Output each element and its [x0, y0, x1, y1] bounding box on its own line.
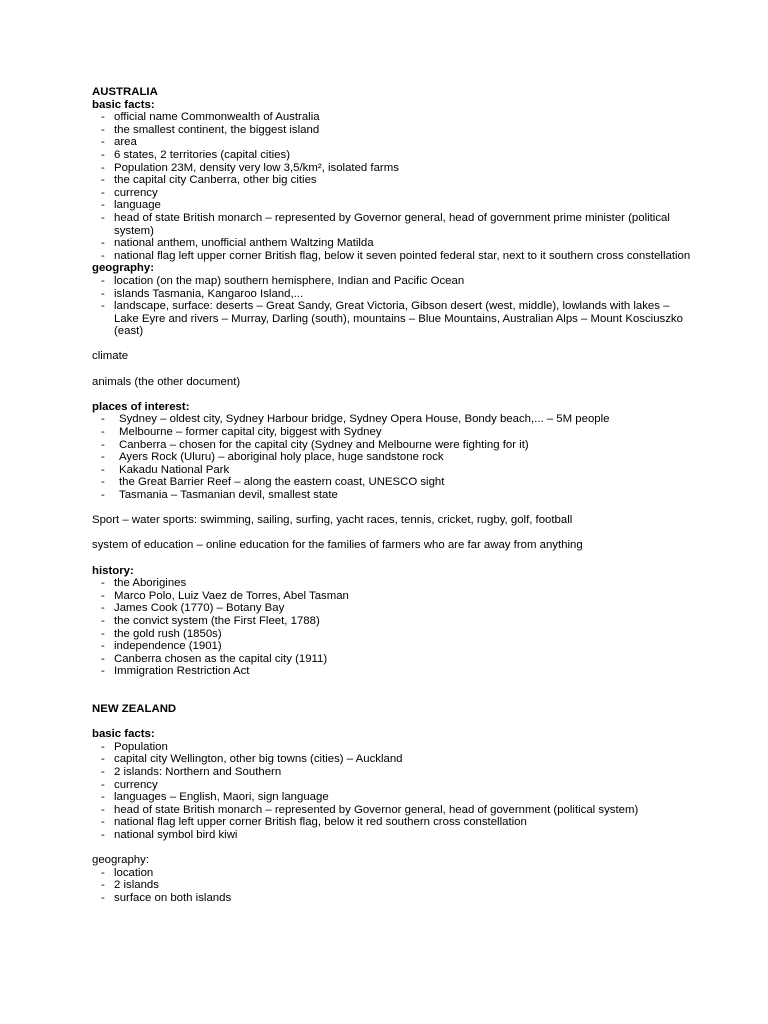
australia-places-list [92, 413, 692, 501]
list-item: - Population [114, 741, 692, 754]
list-item: - 2 islands [114, 879, 692, 892]
list-item: - Melbourne – former capital city, biggest with Sydney [114, 426, 692, 439]
australia-title: AUSTRALIA [92, 86, 158, 98]
new-zealand-basic-facts-heading: basic facts: [92, 728, 155, 741]
list-item: - the smallest continent, the biggest island [114, 124, 692, 137]
list-item: - Kakadu National Park [114, 464, 692, 477]
list-item: - location [114, 867, 692, 880]
list-item: - islands Tasmania, Kangaroo Island,... [114, 288, 692, 301]
australia-history-heading: history: [92, 564, 134, 577]
australia-basic-facts-list [92, 111, 692, 262]
australia-places-heading: places of interest: [92, 400, 190, 413]
list-item: - national flag left upper corner British flag, below it seven pointed federal star, next to it southern cross constellation [114, 250, 692, 263]
list-item: - 6 states, 2 territories (capital cities) [114, 149, 692, 162]
list-item: - the Aborigines [114, 577, 692, 590]
list-item: - currency [114, 779, 692, 792]
list-item: - national flag left upper corner British flag, below it red southern cross constellation [114, 816, 692, 829]
australia-education: system of education – online education for the families of farmers who are far away from anything [92, 539, 583, 552]
list-item: - Population 23M, density very low 3,5/km², isolated farms [114, 162, 692, 175]
new-zealand-title: NEW ZEALAND [92, 703, 177, 716]
australia-basic-facts-heading: basic facts: [92, 98, 155, 111]
new-zealand-basic-facts-list [92, 741, 692, 842]
list-item: - the capital city Canberra, other big cities [114, 174, 692, 187]
list-item: - independence (1901) [114, 640, 692, 653]
list-item: - head of state British monarch – represented by Governor general, head of government (political system) [114, 804, 692, 817]
list-item: - capital city Wellington, other big towns (cities) – Auckland [114, 753, 692, 766]
list-item: - national anthem, unofficial anthem Waltzing Matilda [114, 237, 692, 250]
list-item: - landscape, surface: deserts – Great Sandy, Great Victoria, Gibson desert (west, middle), lowlands with lakes – Lake Eyre and rivers – Murray, Darling (south), mountains – Blue Mountains, Australian Alps – Mount Kosciuszko (east) [114, 300, 692, 338]
list-item: - area [114, 136, 692, 149]
new-zealand-geography-heading: geography: [92, 854, 149, 867]
list-item: - Tasmania – Tasmanian devil, smallest state [114, 489, 692, 502]
list-item: - Immigration Restriction Act [114, 665, 692, 678]
list-item: - location (on the map) southern hemisphere, Indian and Pacific Ocean [114, 275, 692, 288]
list-item: - Canberra chosen as the capital city (1911) [114, 653, 692, 666]
list-item: - currency [114, 187, 692, 200]
australia-animals: animals (the other document) [92, 375, 241, 388]
list-item: - official name Commonwealth of Australia [114, 111, 692, 124]
list-item: - the gold rush (1850s) [114, 628, 692, 641]
list-item: - national symbol bird kiwi [114, 829, 692, 842]
document-body [92, 86, 692, 905]
list-item: - 2 islands: Northern and Southern [114, 766, 692, 779]
australia-geography-heading: geography: [92, 262, 155, 275]
australia-climate: climate [92, 350, 129, 363]
australia-geography-list [92, 275, 692, 338]
list-item: - James Cook (1770) – Botany Bay [114, 602, 692, 615]
list-item: - Marco Polo, Luiz Vaez de Torres, Abel Tasman [114, 590, 692, 603]
list-item: - Ayers Rock (Uluru) – aboriginal holy place, huge sandstone rock [114, 451, 692, 464]
list-item: - Canberra – chosen for the capital city (Sydney and Melbourne were fighting for it) [114, 439, 692, 452]
list-item: - the convict system (the First Fleet, 1788) [114, 615, 692, 628]
australia-history-list [92, 577, 692, 678]
list-item: - languages – English, Maori, sign language [114, 791, 692, 804]
list-item: - surface on both islands [114, 892, 692, 905]
list-item: - head of state British monarch – represented by Governor general, head of government prime minister (political system) [114, 212, 692, 237]
list-item: - language [114, 199, 692, 212]
list-item: - Sydney – oldest city, Sydney Harbour bridge, Sydney Opera House, Bondy beach,... – 5M people [114, 413, 692, 426]
list-item: - the Great Barrier Reef – along the eastern coast, UNESCO sight [114, 476, 692, 489]
new-zealand-geography-list [92, 867, 692, 905]
australia-sport: Sport – water sports: swimming, sailing, surfing, yacht races, tennis, cricket, rugby, golf, football [92, 514, 573, 527]
